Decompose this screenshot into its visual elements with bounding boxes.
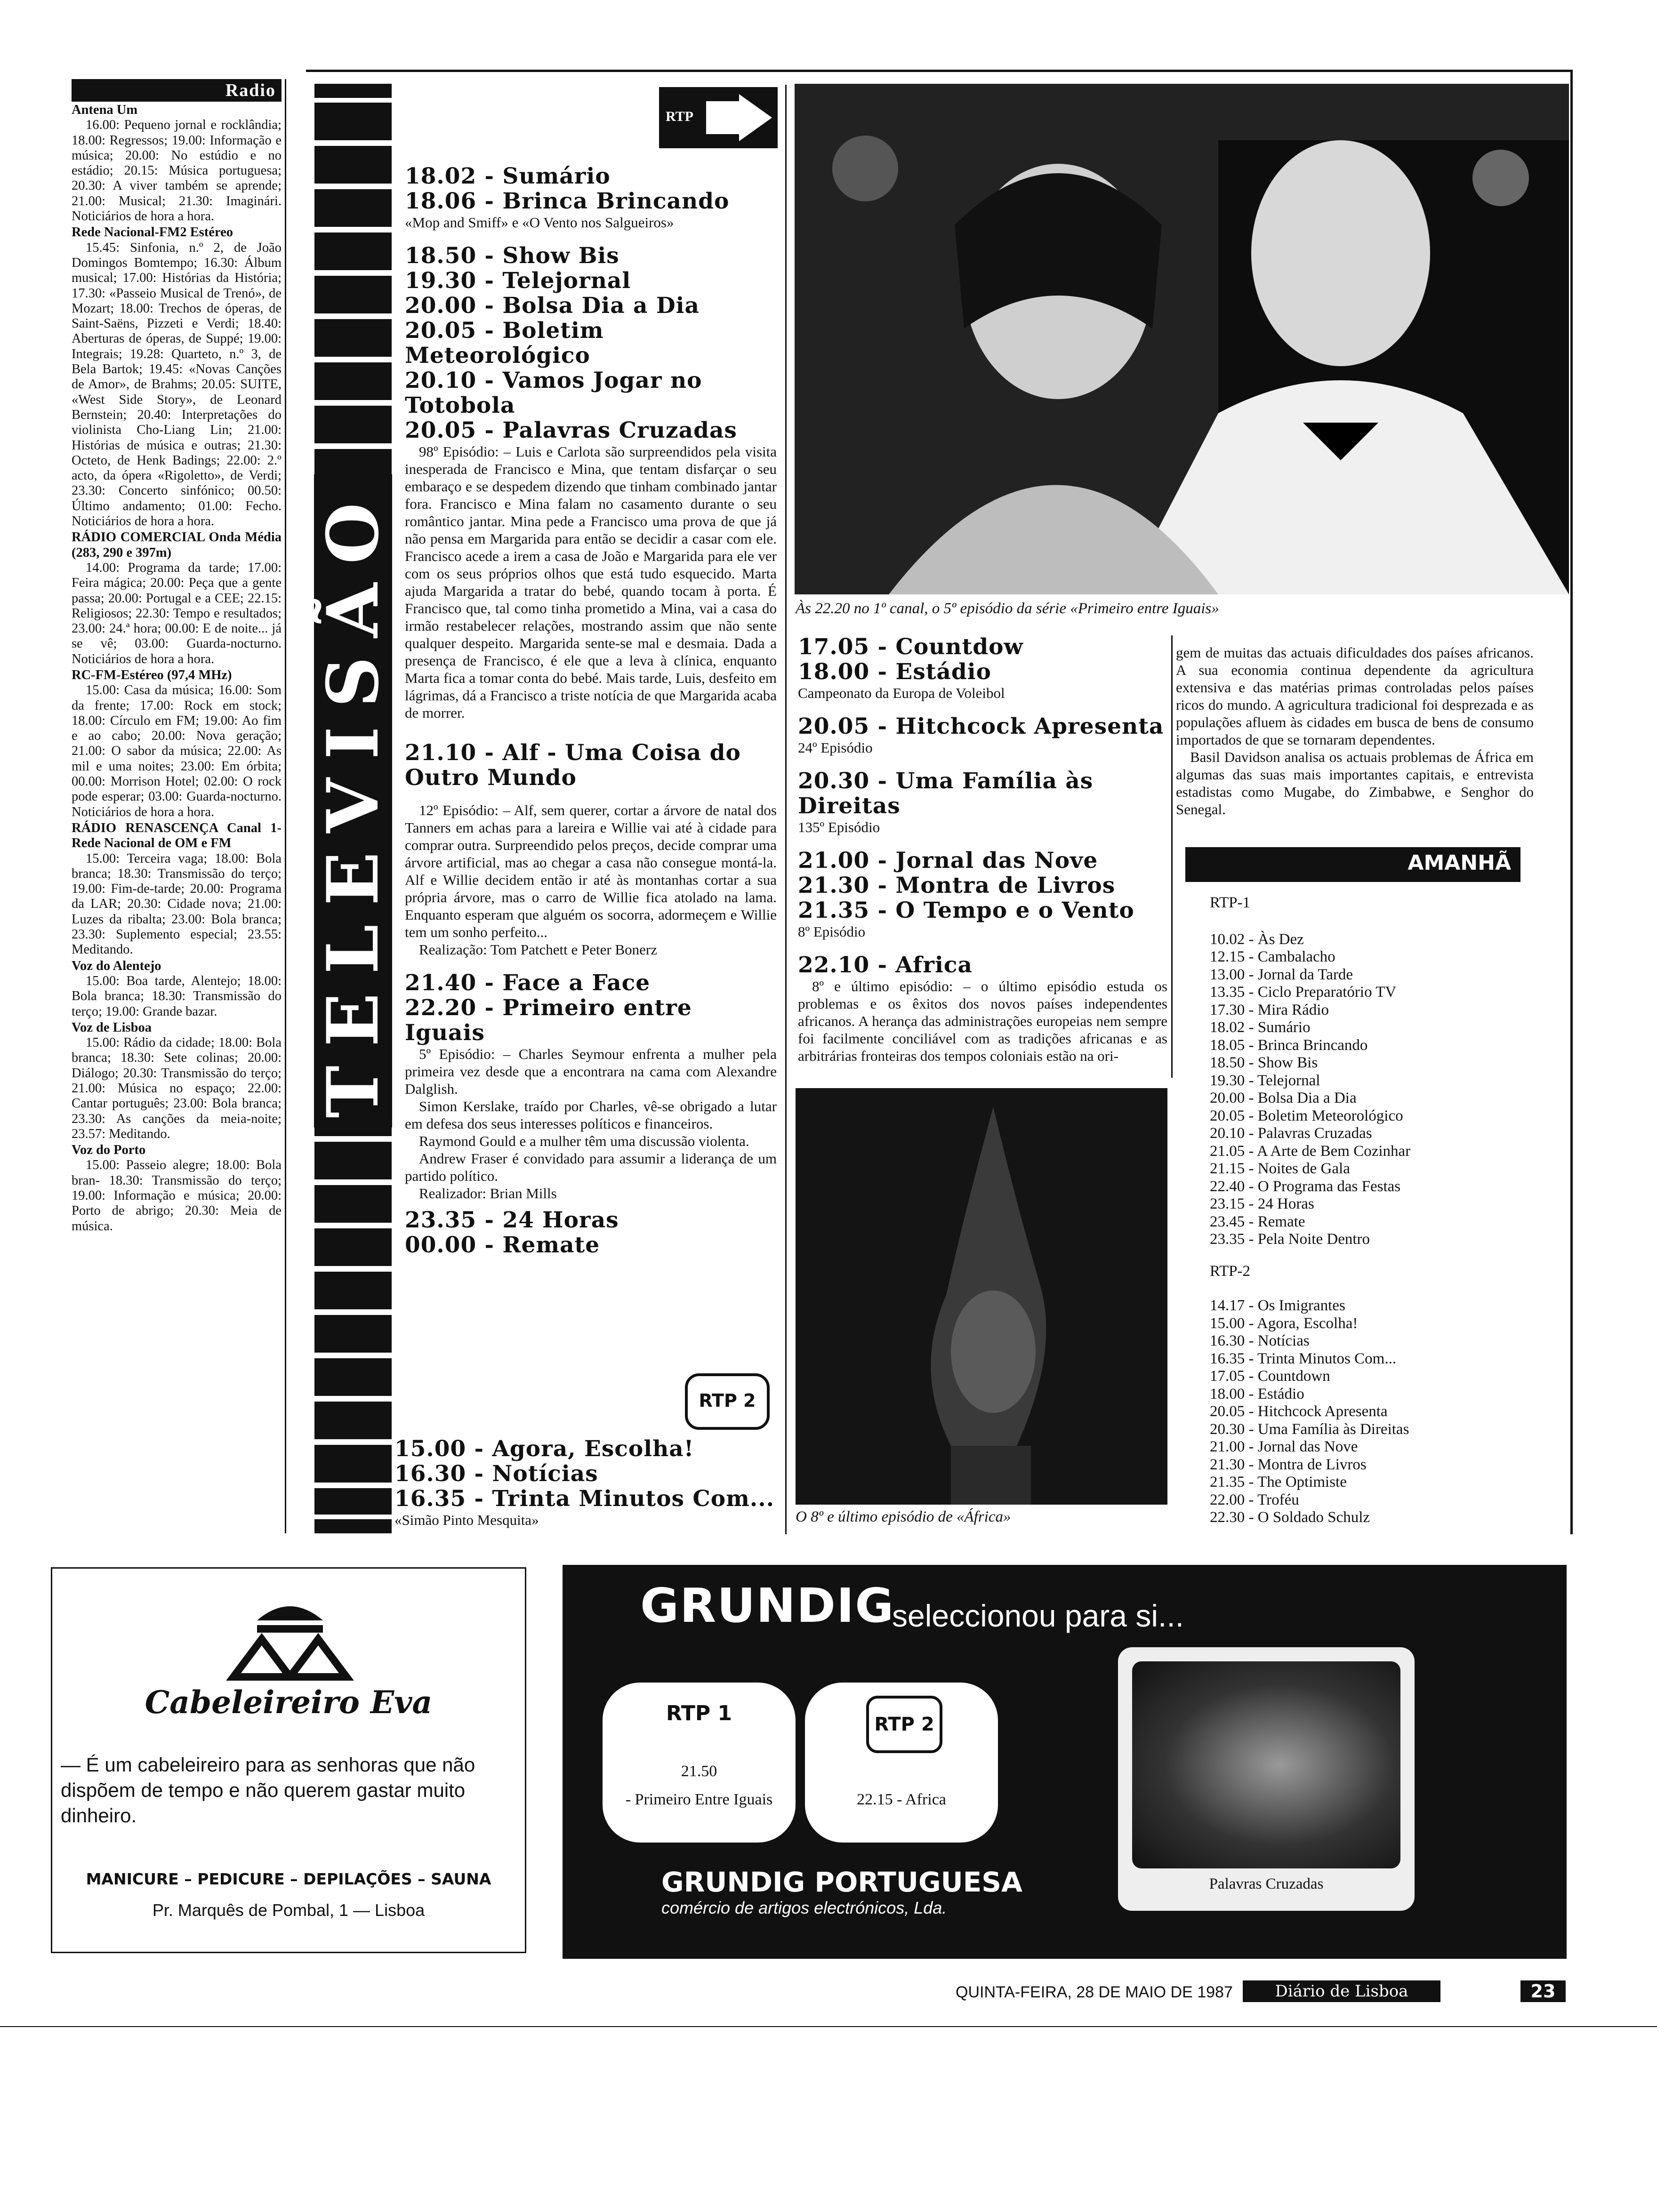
- program-title: 21.10 - Alf - Uma Coisa do Outro Mundo: [405, 740, 741, 791]
- program-synopsis: Simon Kerslake, traído por Charles, vê-se obrigado a lutar em defesa dos seus interesses políticos e financeiros.: [405, 1098, 777, 1132]
- schedule-item: 17.30 - Mira Rádio: [1210, 1001, 1329, 1018]
- schedule-item: 22.30 - O Soldado Schulz: [1210, 1509, 1370, 1526]
- schedule-item: 12.15 - Cambalacho: [1210, 948, 1335, 965]
- top-rule: [306, 70, 1572, 72]
- schedule-item: 20.05 - Boletim Meteorológico: [1210, 1107, 1403, 1124]
- station-name: Rede Nacional-FM2 Estéreo: [72, 225, 233, 240]
- schedule-item: 21.35 - The Optimiste: [1210, 1474, 1347, 1491]
- eva-name: Cabeleireiro Eva: [145, 1684, 433, 1721]
- tv-set-1: [603, 1683, 796, 1843]
- page-footer: [956, 1980, 1568, 2004]
- station-name: RÁDIO COMERCIAL Onda Média (283, 290 e 397m): [72, 530, 282, 560]
- television-banner-text: TELEVISÃO: [314, 474, 392, 1128]
- program-title: 20.10 - Vamos Jogar no Totobola: [405, 368, 702, 418]
- program-title: 20.05 - Palavras Cruzadas: [405, 417, 737, 443]
- schedule-item: 16.35 - Trinta Minutos Com...: [1210, 1350, 1397, 1367]
- program-subtitle: «Mop and Smiff» e «O Vento nos Salgueiros»: [405, 214, 674, 231]
- program-title: 18.50 - Show Bis: [405, 243, 619, 269]
- eva-logo-icon: [215, 1587, 365, 1682]
- schedule-item: 13.00 - Jornal da Tarde: [1210, 966, 1353, 983]
- program-title: 19.30 - Telejornal: [405, 268, 631, 294]
- program-synopsis: 8º e último episódio: – o último episódio estuda os problemas e os êxitos dos novos países independentes africanos. A herança das administrações europeias nem sempre foi facilmente conciliável com as tradições africanas e as arbitrárias fronteiras dos tempos coloniais estão na ori-: [798, 978, 1167, 1064]
- grundig-company: GRUNDIG PORTUGUESA: [661, 1866, 1022, 1898]
- program-title: 21.00 - Jornal das Nove: [798, 848, 1098, 874]
- radio-column: [72, 79, 282, 1234]
- program-title: 22.20 - Primeiro entre Iguais: [405, 995, 692, 1046]
- footer-date: QUINTA-FEIRA, 28 DE MAIO DE 1987: [956, 1983, 1233, 2001]
- photo1-caption: Às 22.20 no 1º canal, o 5º episódio da série «Primeiro entre Iguais»: [796, 600, 1219, 617]
- schedule-item: 17.05 - Countdown: [1210, 1368, 1330, 1385]
- col3-rule: [1171, 635, 1173, 1078]
- station-schedule: 14.00: Programa da tarde; 17.00: Feira mágica; 20.00: Peça que a gente passa; 20.00: Portugal e a CEE; 22.15: Religiosos; 22.30: Tempo e resultados; 23.00: 24.ª hora; 00.00: E de noite... já se vê; 03.00: Guarda-nocturno. Noticiários de hora a hora.: [72, 560, 282, 666]
- program-title: 21.30 - Montra de Livros: [798, 873, 1116, 898]
- rtp2-listings-b: [798, 634, 1167, 1065]
- eva-advertisement: [51, 1567, 526, 1953]
- schedule-item: 20.10 - Palavras Cruzadas: [1210, 1125, 1372, 1142]
- schedule-item: 13.35 - Ciclo Preparatório TV: [1210, 984, 1397, 1001]
- program-synopsis: 98º Episódio: – Luis e Carlota são surpreendidos pela visita inesperada de Francisco e Mina, que tentam disfarçar o seu embaraço e se despedem dizendo que tinham combinado jantar fora. Francisco e Mina falam no casamento durante o seu romântico jantar. Mina pede a Francisco uma prova de que já não pensa em Margarida para então se decidir a casar com ele. Francisco acede a irem a casa de João e Margarida para ele ver com os seus próprios olhos que está tudo esquecido. Marta ajuda Margarida a tratar do bebé, quando tocam à porta. É Francisco que, tal como tinha prometido a Mina, vai a casa do irmão restabelecer relações, mostrando assim que não sente qualquer despeito. Margarida sente-se mal e desmaia. Dada a presença de Francisco, é ele que a leva à clínica, enquanto Marta fica a tomar conta do bebé. Mais tarde, Luis, desfeito em lágrimas, dá a Francisco a triste notícia de que Margarida acaba de morrer.: [405, 443, 777, 721]
- schedule-item: 23.15 - 24 Horas: [1210, 1195, 1314, 1212]
- rtp2-listings-a: [394, 1436, 780, 1529]
- schedule-item: 21.15 - Noites de Gala: [1210, 1160, 1350, 1177]
- ch1-time: 21.50: [681, 1763, 717, 1780]
- station-schedule: 16.00: Pequeno jornal e rocklândia; 18.00: Regressos; 19.00: Informação e música; 20.00: No estúdio e no estádio; 20.15: Música portuguesa; 20.30: A viver também se aprende; 21.00: Musical; 21.30: Imaginári. Noticiários de hora a hora.: [72, 118, 282, 224]
- schedule-item: 20.05 - Hitchcock Apresenta: [1210, 1403, 1388, 1420]
- schedule-item: 19.30 - Telejornal: [1210, 1072, 1320, 1089]
- ch2-logo: RTP 2: [866, 1696, 942, 1753]
- schedule-item: 18.50 - Show Bis: [1210, 1054, 1318, 1071]
- station-name: Voz do Alentejo: [72, 958, 161, 973]
- schedule-item: 21.00 - Jornal das Nove: [1210, 1438, 1358, 1455]
- program-synopsis: Raymond Gould e a mulher têm uma discussão violenta.: [419, 1133, 749, 1149]
- tv-screen-image: [1132, 1661, 1400, 1868]
- ch2-show: 22.15 - Africa: [857, 1791, 946, 1808]
- station-name: Voz do Porto: [72, 1143, 146, 1158]
- footer-page-number: 23: [1520, 1980, 1566, 2002]
- radio-header: Radio: [72, 79, 282, 102]
- grundig-advertisement: [563, 1565, 1567, 1959]
- program-synopsis: Andrew Fraser é convidado para assumir a liderança de um partido político.: [405, 1150, 777, 1184]
- program-title: 18.06 - Brinca Brincando: [405, 188, 730, 214]
- program-title: 16.35 - Trinta Minutos Com...: [394, 1486, 774, 1512]
- station-name: Voz de Lisboa: [72, 1020, 152, 1035]
- radio-listings: [72, 103, 282, 1234]
- ch1-show: - Primeiro Entre Iguais: [625, 1791, 773, 1808]
- schedule-item: 16.30 - Notícias: [1210, 1332, 1310, 1349]
- schedule-item: 20.30 - Uma Família às Direitas: [1210, 1420, 1409, 1438]
- program-subtitle: «Simão Pinto Mesquita»: [394, 1512, 539, 1528]
- station-schedule: 15.00: Terceira vaga; 18.00: Bola branca; 18.30: Transmissão do terço; 19.00: Fim-de-tarde; 20.00: Programa da LAR; 20.30: Cidade nova; 21.00: Luzes da ribalta; 23.00: Bola branca; 23.30: Suplemento especial; 23.55: Meditando.: [72, 851, 282, 957]
- photo-sculpture-image: [796, 1088, 1167, 1505]
- photo-primeiro-entre-iguais: [795, 84, 1569, 594]
- radio-rule: [285, 79, 286, 1533]
- program-synopsis: gem de muitas das actuais dificuldades dos países africanos. A sua economia continua dependente da agricultura extensiva e das matérias primas controladas pelos países ricos do mundo. A agricultura tradicional foi desprezada e as populações afluem às cidades em busca de bens de consumo importados de que se tornaram dependentes.: [1176, 644, 1534, 748]
- program-subtitle: 24º Episódio: [798, 739, 873, 756]
- channel-label: RTP-2: [1210, 1262, 1251, 1280]
- station-name: RÁDIO RENASCENÇA Canal 1-Rede Nacional de OM e FM: [72, 820, 282, 851]
- television-banner: [311, 84, 395, 1533]
- program-title: 17.05 - Countdow: [798, 634, 1023, 660]
- program-synopsis: Basil Davidson analisa os actuais problemas de África em algumas das suas mais importantes capitais, e entrevista estadistas como Mugabe, do Zimbabwe, e Senghor do Senegal.: [1176, 749, 1534, 817]
- africa-continuation: [1176, 644, 1534, 818]
- tv-screen-caption: Palavras Cruzadas: [1209, 1875, 1324, 1892]
- grundig-company-sub: comércio de artigos electrónicos, Lda.: [661, 1898, 947, 1917]
- program-title: 18.00 - Estádio: [798, 659, 991, 685]
- amanha-header: AMANHÃ: [1185, 847, 1520, 882]
- schedule-item: 18.05 - Brinca Brincando: [1210, 1036, 1368, 1054]
- program-title: 20.05 - Hitchcock Apresenta: [798, 713, 1164, 739]
- rtp1-listings: [405, 164, 777, 1258]
- program-synopsis: 5º Episódio: – Charles Seymour enfrenta a mulher pela primeira vez desde que a encontrara na cama com Alexandre Dalglish.: [405, 1046, 777, 1097]
- footer-paper-name: Diário de Lisboa: [1243, 1980, 1440, 2002]
- tv-set-2: [805, 1683, 998, 1843]
- program-credits: Realizador: Brian Mills: [419, 1185, 557, 1202]
- eva-address: Pr. Marquês de Pombal, 1 — Lisboa: [152, 1900, 425, 1920]
- program-synopsis: 12º Episódio: – Alf, sem querer, cortar a árvore de natal dos Tanners em achas para a lareira e Willie vai até à cidade para comprar outra. Surpreendido pelos preços, decide comprar uma árvore artificial, mas ao chegar a casa não consegue montá-la. Alf e Willie decidem então ir até às montanhas cortar a sua própria árvore, mas o carro de Willie fica atolado na lama. Enquanto esperam que alguém os socorra, adormeçem e Willie tem um sonho perfeito...: [405, 802, 777, 940]
- program-title: 23.35 - 24 Horas: [405, 1207, 619, 1233]
- eva-logo-text: EVA: [290, 1672, 291, 1673]
- right-rule: [1570, 70, 1573, 1534]
- col2-rule: [785, 85, 787, 1534]
- rtp1-schedule-list: [1210, 931, 1520, 1249]
- bottom-rule: [0, 2026, 1657, 2027]
- photo-africa: [796, 1088, 1167, 1505]
- program-title: 21.40 - Face a Face: [405, 970, 651, 996]
- schedule-item: 22.40 - O Programa das Festas: [1210, 1178, 1401, 1195]
- station-schedule: 15.00: Boa tarde, Alentejo; 18.00: Bola branca; 18.30: Transmissão do terço; 19.00: Grande bazar.: [72, 973, 282, 1019]
- program-title: 20.30 - Uma Família às Direitas: [798, 768, 1094, 819]
- television-banner-label: [311, 474, 395, 1128]
- amanha-schedule: [1210, 894, 1520, 1527]
- program-title: 22.10 - Africa: [798, 952, 973, 978]
- rtp1-logo: [659, 87, 778, 148]
- eva-services: MANICURE – PEDICURE – DEPILAÇÕES – SAUNA: [86, 1870, 491, 1888]
- rtp2-schedule-list: [1210, 1297, 1520, 1527]
- schedule-item: 18.00 - Estádio: [1210, 1385, 1304, 1403]
- channel-label: RTP-1: [1210, 894, 1251, 911]
- rtp1-arrow-icon: [659, 87, 778, 148]
- ch1-logo: RTP 1: [666, 1701, 732, 1725]
- station-name: Antena Um: [72, 103, 138, 117]
- rtp1-logo-text: RTP: [666, 109, 693, 124]
- schedule-item: 21.05 - A Arte de Bem Cozinhar: [1210, 1142, 1411, 1160]
- station-schedule: 15.45: Sinfonia, n.º 2, de João Domingos Bomtempo; 16.30: Álbum musical; 17.00: Histórias da História; 17.30: «Passeio Musical de Trenó», de Mozart; 18.00: Trechos de óperas, de Saint-Saëns, Pizzeti e Verdi; 18.40: Aberturas de óperas, de Suppé; 19.00: Integrais; 19.28: Quarteto, n.º 3, de Bela Bartok; 19.45: «Novas Canções de Amor», de Brahms; 20.05: SUITE, «West Side Story», de Leonard Bernstein; 20.40: Interpretações do violinista Cho-Liang Lin; 21.00: Histórias de música e outras; 21.30: Octeto, de Henk Badings; 22.00: 2.º acto, da ópera «Rigoletto», de Verdi; 23.30: Concerto sinfónico; 00.50: Último andamento; 01.00: Fecho. Noticiários de hora a hora.: [72, 240, 282, 529]
- program-title: 18.02 - Sumário: [405, 163, 611, 189]
- station-name: RC-FM-Estéreo (97,4 MHz): [72, 667, 232, 682]
- program-subtitle: 135º Episódio: [798, 819, 880, 835]
- schedule-item: 14.17 - Os Imigrantes: [1210, 1297, 1345, 1314]
- program-title: 15.00 - Agora, Escolha!: [394, 1436, 694, 1462]
- program-title: 00.00 - Remate: [405, 1232, 600, 1258]
- tv-screen-frame: [1118, 1647, 1415, 1911]
- schedule-item: 10.02 - Às Dez: [1210, 930, 1304, 948]
- station-schedule: 15.00: Casa da música; 16.00: Som da frente; 17.00: Rock em stock; 18.00: Círculo em FM; 19.00: Ao fim e ao cabo; 20.00: Nova geração; 21.00: O sabor da música; 22.00: As mil e uma noites; 23.00: Em órbita; 00.00: Morrison Hotel; 02.00: O rock pode esperar; 03.00: Guarda-nocturno. Noticiários de hora a hora.: [72, 683, 282, 819]
- photo-couple-image: [795, 84, 1569, 594]
- program-title: 16.30 - Notícias: [394, 1461, 598, 1487]
- grundig-brand: GRUNDIG: [640, 1578, 895, 1633]
- schedule-item: 18.02 - Sumário: [1210, 1019, 1311, 1036]
- schedule-item: 20.00 - Bolsa Dia a Dia: [1210, 1090, 1357, 1106]
- program-title: 20.05 - Boletim Meteorológico: [405, 318, 604, 369]
- station-schedule: 15.00: Passeio alegre; 18.00: Bola bran- 18.30: Transmissão do terço; 19.00: Informação e música; 20.00: Porto de abrigo; 20.30: Meia de música.: [72, 1158, 282, 1234]
- schedule-item: 23.35 - Pela Noite Dentro: [1210, 1231, 1370, 1248]
- schedule-item: 15.00 - Agora, Escolha!: [1210, 1314, 1358, 1332]
- program-subtitle: Campeonato da Europa de Voleibol: [798, 685, 1005, 701]
- rtp2-logo: [685, 1373, 770, 1430]
- grundig-tagline: seleccionou para si...: [892, 1598, 1184, 1633]
- photo2-caption: O 8º e último episódio de «África»: [796, 1508, 1011, 1525]
- schedule-item: 23.45 - Remate: [1210, 1213, 1305, 1230]
- schedule-item: 22.00 - Troféu: [1210, 1491, 1299, 1508]
- station-schedule: 15.00: Rádio da cidade; 18.00: Bola branca; 18.30: Sete colinas; 20.00: Diálogo; 20.30: Transmissão do terço; 21.00: Música no espaço; 22.00: Cantar português; 23.00: Bola branca; 23.30: As canções da meia-noite; 23.57: Meditando.: [72, 1035, 282, 1141]
- schedule-item: 21.30 - Montra de Livros: [1210, 1456, 1367, 1473]
- rtp2-logo-text: RTP 2: [699, 1390, 756, 1411]
- program-title: 20.00 - Bolsa Dia a Dia: [405, 293, 700, 319]
- program-title: 21.35 - O Tempo e o Vento: [798, 898, 1134, 923]
- program-credits: Realização: Tom Patchett e Peter Bonerz: [419, 941, 657, 958]
- eva-description: — É um cabeleireiro para as senhoras que não dispõem de tempo e não querem gastar muito dinheiro.: [61, 1754, 475, 1827]
- program-subtitle: 8º Episódio: [798, 923, 866, 940]
